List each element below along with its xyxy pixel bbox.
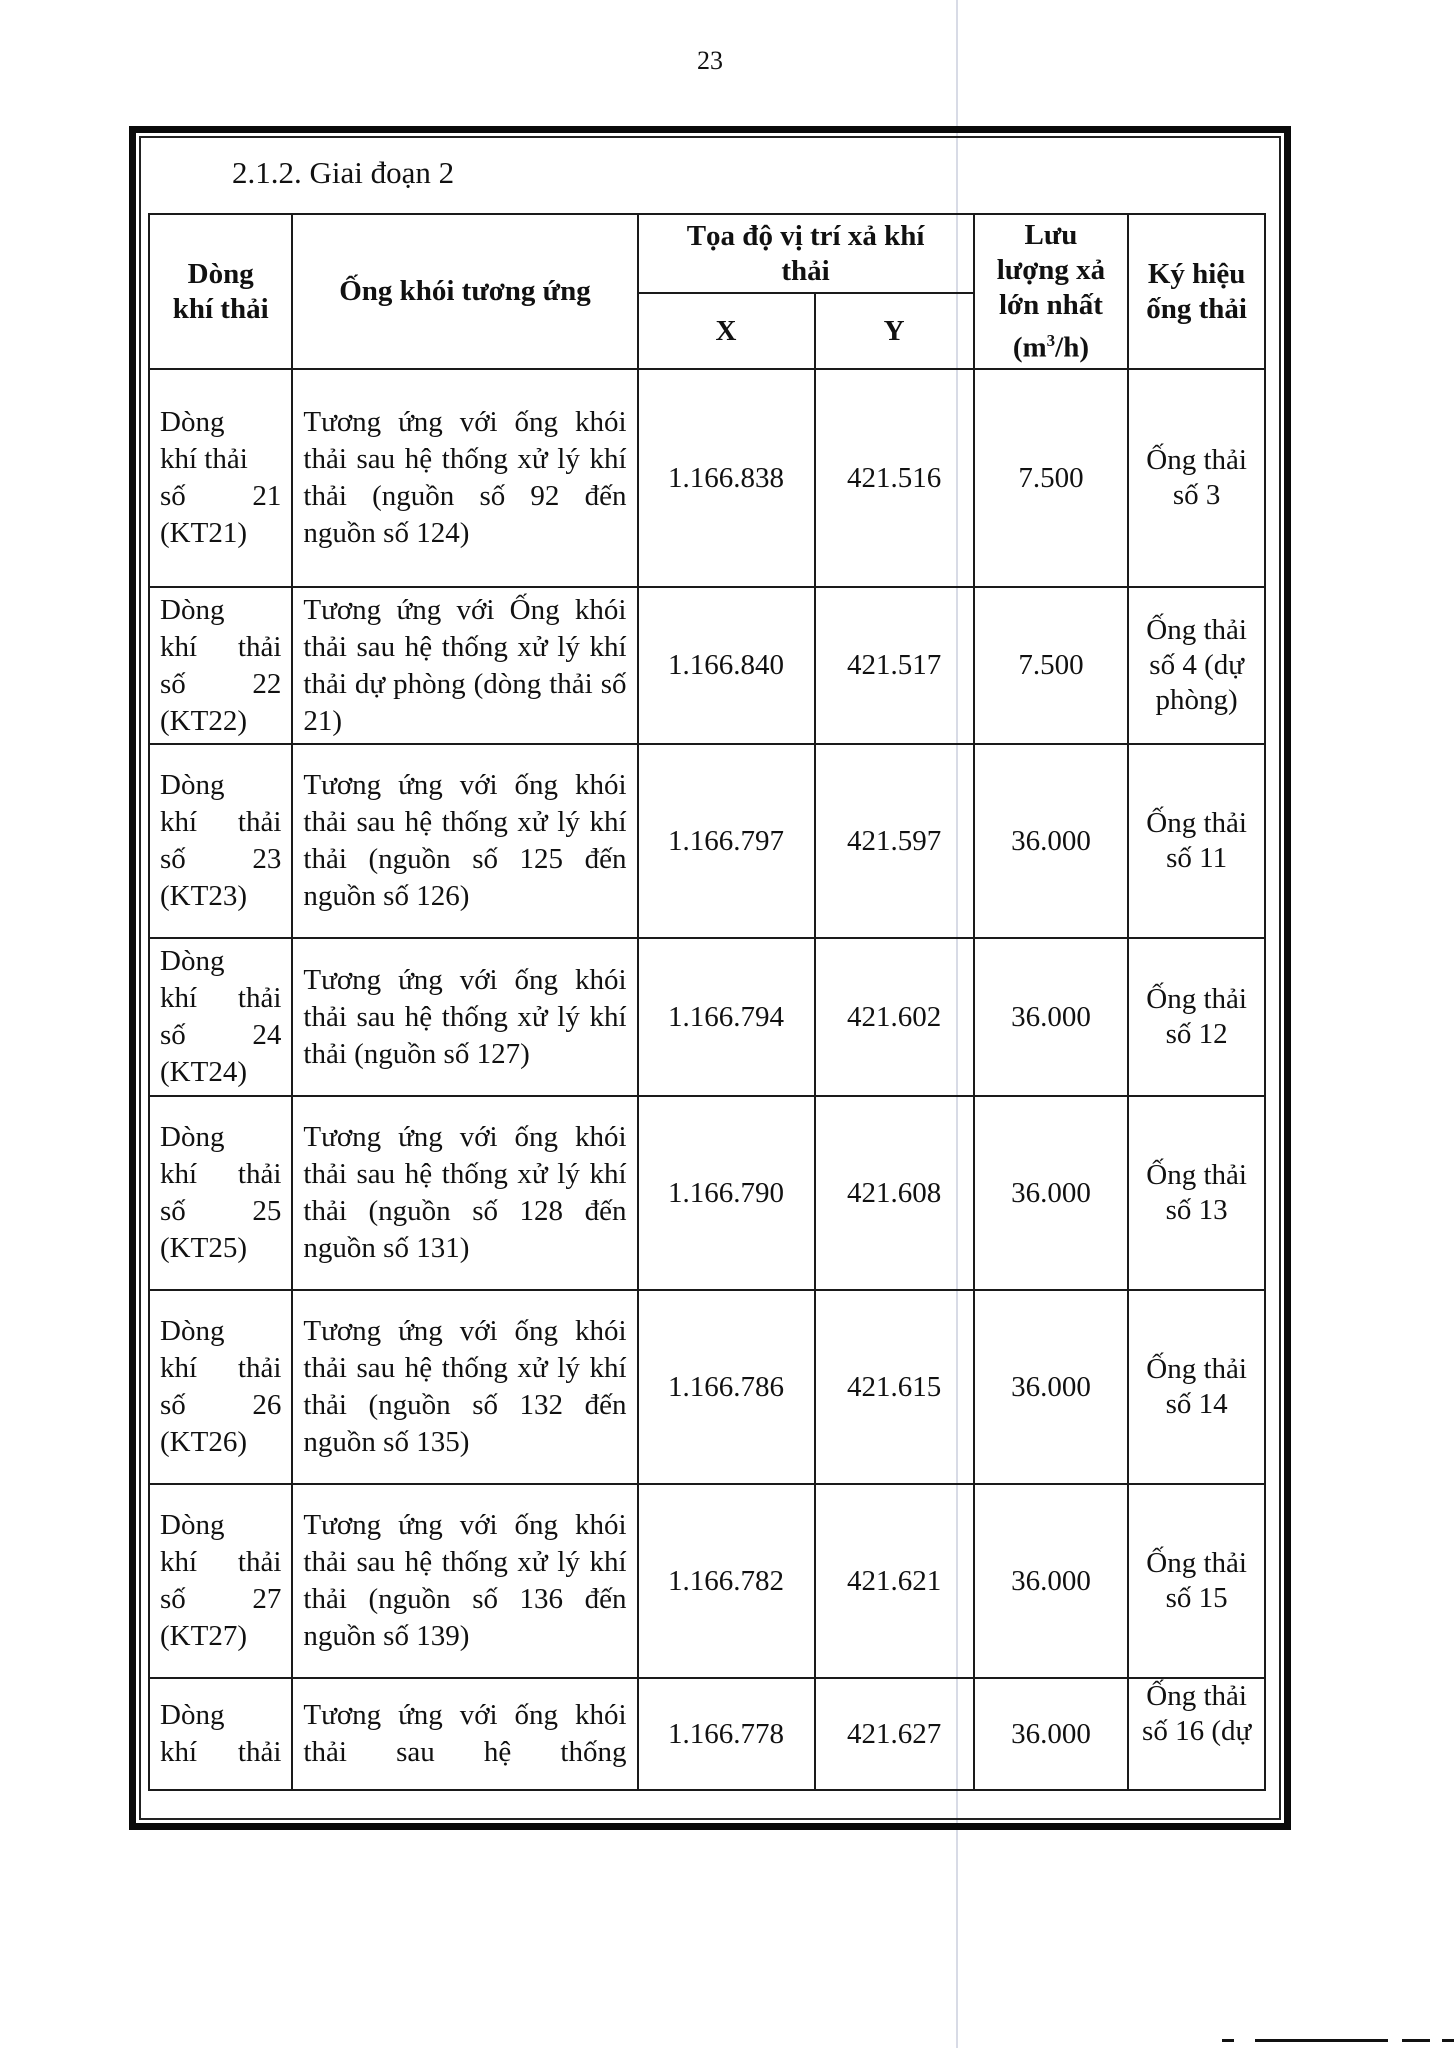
table-row bbox=[149, 587, 1265, 744]
stream-line: số 25 bbox=[160, 1195, 282, 1227]
header-stack: Ống khói tương ứng bbox=[292, 214, 637, 369]
stream-line: (KT24) bbox=[160, 1056, 247, 1088]
cell-flow: 36.000 bbox=[974, 938, 1129, 1096]
stream-line bbox=[160, 441, 281, 478]
stream-line: khí thải bbox=[160, 1546, 282, 1578]
cell-stack-code: Ống thải số 11 bbox=[1128, 744, 1265, 938]
header-max-flow bbox=[974, 214, 1129, 369]
header-y: Y bbox=[815, 293, 974, 369]
cell-stack-code: Ống thải số 15 bbox=[1128, 1484, 1265, 1678]
header-code-line: ống thải bbox=[1146, 292, 1247, 325]
cell-stack-code: Ống thải số 14 bbox=[1128, 1290, 1265, 1484]
stream-line: (KT23) bbox=[160, 880, 247, 912]
table-row bbox=[149, 938, 1265, 1096]
header-coordinates-line: Tọa độ vị trí xả khí bbox=[686, 219, 925, 252]
cell-stack: Tương ứng với Ống khói thải sau hệ thống xử lý khí thải dự phòng (dòng thải số 21) bbox=[292, 587, 637, 744]
header-coordinates bbox=[638, 214, 974, 293]
emission-streams-table bbox=[148, 213, 1266, 1791]
cell-stream bbox=[149, 1484, 292, 1678]
page-number: 23 bbox=[697, 46, 723, 75]
cell-x: 1.166.790 bbox=[638, 1096, 815, 1290]
table-row bbox=[149, 1290, 1265, 1484]
cell-x: 1.166.794 bbox=[638, 938, 815, 1096]
stream-line: (KT25) bbox=[160, 1232, 247, 1264]
cell-stream bbox=[149, 369, 292, 587]
stream-line: khí thải bbox=[160, 1352, 282, 1384]
cell-stack-code: Ống thải số 12 bbox=[1128, 938, 1265, 1096]
stream-line: khí thải bbox=[160, 1736, 282, 1768]
stream-line: khí thải bbox=[160, 806, 282, 838]
cell-y: 421.627 bbox=[815, 1678, 974, 1790]
page-frame bbox=[129, 126, 1291, 1830]
table-row bbox=[149, 744, 1265, 938]
header-coordinates-line: thải bbox=[781, 254, 830, 287]
table-row bbox=[149, 1484, 1265, 1678]
cell-stack: Tương ứng với ống khói thải sau hệ thống bbox=[292, 1678, 637, 1790]
edge-mark bbox=[1442, 2039, 1454, 2042]
cell-flow: 36.000 bbox=[974, 1484, 1129, 1678]
cell-flow: 36.000 bbox=[974, 1290, 1129, 1484]
header-stream bbox=[149, 214, 292, 369]
cell-stack-code: Ống thải số 3 bbox=[1128, 369, 1265, 587]
table-header-row bbox=[149, 214, 1265, 293]
cell-stack: Tương ứng với ống khói thải sau hệ thống xử lý khí thải (nguồn số 128 đến nguồn số 131) bbox=[292, 1096, 637, 1290]
stream-text: khí thải bbox=[160, 443, 248, 475]
stream-line: (KT26) bbox=[160, 1426, 247, 1458]
table-row bbox=[149, 1096, 1265, 1290]
cell-stack: Tương ứng với ống khói thải sau hệ thống xử lý khí thải (nguồn số 92 đến nguồn số 124) bbox=[292, 369, 637, 587]
header-flow-unit-exponent: 3 bbox=[1046, 330, 1056, 350]
cell-stream bbox=[149, 744, 292, 938]
cell-stack: Tương ứng với ống khói thải sau hệ thống xử lý khí thải (nguồn số 125 đến nguồn số 126) bbox=[292, 744, 637, 938]
cell-flow: 36.000 bbox=[974, 1096, 1129, 1290]
stream-line: Dòng bbox=[160, 1509, 225, 1541]
header-x: X bbox=[638, 293, 815, 369]
cell-y: 421.608 bbox=[815, 1096, 974, 1290]
stream-line: (KT22) bbox=[160, 704, 247, 737]
cell-flow: 7.500 bbox=[974, 587, 1129, 744]
cell-y: 421.621 bbox=[815, 1484, 974, 1678]
header-flow-line: Lưu bbox=[1024, 218, 1078, 251]
edge-mark bbox=[1402, 2039, 1430, 2042]
cell-stream bbox=[149, 1290, 292, 1484]
cell-stack-code: Ống thải số 4 (dự phòng) bbox=[1128, 587, 1265, 744]
cell-y: 421.597 bbox=[815, 744, 974, 938]
header-stream-line: khí thải bbox=[172, 292, 269, 325]
header-flow-line: lớn nhất bbox=[998, 288, 1103, 321]
stream-line: Dòng bbox=[160, 769, 225, 801]
stream-line: khí thải bbox=[160, 982, 282, 1014]
stream-line: số 21 bbox=[160, 480, 282, 512]
stream-line: khí thải bbox=[160, 630, 282, 663]
cell-stream bbox=[149, 938, 292, 1096]
cell-y: 421.602 bbox=[815, 938, 974, 1096]
stream-line: Dòng bbox=[160, 593, 225, 626]
header-stream-line: Dòng bbox=[187, 257, 254, 290]
cell-x: 1.166.838 bbox=[638, 369, 815, 587]
stream-line: số 27 bbox=[160, 1583, 282, 1615]
stream-line: (KT27) bbox=[160, 1620, 247, 1652]
cell-stack: Tương ứng với ống khói thải sau hệ thống xử lý khí thải (nguồn số 132 đến nguồn số 135) bbox=[292, 1290, 637, 1484]
section-heading: 2.1.2. Giai đoạn 2 bbox=[232, 155, 455, 190]
table-row bbox=[149, 369, 1265, 587]
stream-line: (KT21) bbox=[160, 517, 247, 549]
stream-line: số 23 bbox=[160, 843, 282, 875]
cell-stack: Tương ứng với ống khói thải sau hệ thống xử lý khí thải (nguồn số 136 đến nguồn số 139) bbox=[292, 1484, 637, 1678]
cell-y: 421.517 bbox=[815, 587, 974, 744]
header-flow-line: lượng xả bbox=[996, 253, 1106, 286]
cell-x: 1.166.782 bbox=[638, 1484, 815, 1678]
cell-x: 1.166.840 bbox=[638, 587, 815, 744]
cell-x: 1.166.778 bbox=[638, 1678, 815, 1790]
cell-stack-code: Ống thải số 13 bbox=[1128, 1096, 1265, 1290]
cell-y: 421.615 bbox=[815, 1290, 974, 1484]
header-code-line: Ký hiệu bbox=[1147, 257, 1246, 290]
cell-y: 421.516 bbox=[815, 369, 974, 587]
stream-line: Dòng bbox=[160, 945, 225, 977]
cell-stack: Tương ứng với ống khói thải sau hệ thống xử lý khí thải (nguồn số 127) bbox=[292, 938, 637, 1096]
cell-flow: 36.000 bbox=[974, 744, 1129, 938]
header-flow-unit: (m bbox=[1012, 331, 1047, 364]
stream-line: số 24 bbox=[160, 1019, 282, 1051]
cell-stack-code: Ống thải số 16 (dự bbox=[1128, 1678, 1265, 1790]
cell-flow: 36.000 bbox=[974, 1678, 1129, 1790]
cell-x: 1.166.786 bbox=[638, 1290, 815, 1484]
cell-stream bbox=[149, 587, 292, 744]
stream-line: khí thải bbox=[160, 1158, 282, 1190]
stream-line: số 22 bbox=[160, 667, 282, 700]
cell-stream bbox=[149, 1096, 292, 1290]
stream-line: Dòng bbox=[160, 1699, 225, 1731]
stream-line: Dòng bbox=[160, 406, 225, 438]
stream-line: số 26 bbox=[160, 1389, 282, 1421]
stream-line: Dòng bbox=[160, 1315, 225, 1347]
cell-stream bbox=[149, 1678, 292, 1790]
header-flow-unit: /h) bbox=[1055, 331, 1090, 364]
cell-flow: 7.500 bbox=[974, 369, 1129, 587]
cell-x: 1.166.797 bbox=[638, 744, 815, 938]
stream-line: Dòng bbox=[160, 1121, 225, 1153]
table-row bbox=[149, 1678, 1265, 1790]
header-stack-code bbox=[1128, 214, 1265, 369]
edge-mark bbox=[1255, 2039, 1388, 2042]
edge-mark bbox=[1222, 2039, 1234, 2042]
